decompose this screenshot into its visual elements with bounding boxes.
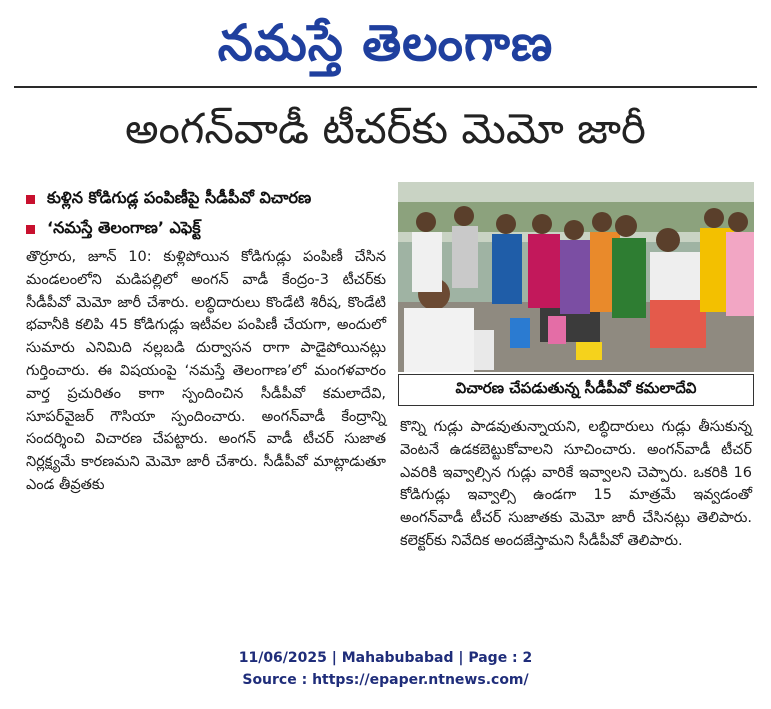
article-headline: అంగన్‌వాడీ టీచర్‌కు మెమో జారీ	[125, 104, 646, 153]
subhead-text: కుళ్లిన కోడిగుడ్ల పంపిణీపై సీడీపీవో విచారణ	[47, 187, 312, 207]
subhead-1	[26, 184, 401, 214]
subhead-text: ‘నమస్తే తెలంగాణ’ ఎఫెక్ట్	[47, 217, 201, 237]
masthead-title: నమస్తే తెలంగాణ	[217, 14, 554, 72]
subhead-2	[26, 214, 401, 244]
red-square-bullet-icon	[26, 195, 35, 204]
source-line: Source : https://epaper.ntnews.com/	[242, 672, 529, 688]
subheads	[26, 184, 401, 244]
masthead-divider	[14, 86, 757, 88]
body-paragraph: కొన్ని గుడ్లు పాడవుతున్నాయని, లబ్ధిదారులు గుడ్లు తీసుకున్న వెంటనే ఉడకబెట్టుకోవాలని సూచించారు. అంగన్‌వాడీ టీచర్ ఎవరికి ఇవ్వాల్సిన గుడ్లు వారికే ఇవ్వాలని చెప్పారు. ఒకరికి 16 కోడిగుడ్లు ఇవ్వాల్సి ఉండగా 15 మాత్రమే ఇవ్వడంతో అంగన్‌వాడీ టీచర్ సుజాతకు మెమో జారీ చేసినట్లు తెలిపారు. కలెక్టర్‌కు నివేదిక అందజేస్తామని సీడీపీవో తెలిపారు.	[400, 419, 752, 549]
masthead	[12, 6, 759, 80]
edition-line: 11/06/2025 | Mahabubabad | Page : 2	[238, 650, 533, 666]
body-paragraph: తొర్రూరు, జూన్ 10: కుళ్లిపోయిన కోడిగుడ్లు పంపిణీ చేసిన మండలంలోని మడిపల్లిలో అంగన్ వాడీ కేంద్రం-3 టీచర్‌కు సీడీపీవో మెమో జారీ చేశారు. లబ్ధిదారులు కొండేటి శిరీష, కొండేటి భవానీకి కలిపి 45 కోడిగుడ్లు ఇటీవల పంపిణీ చేయగా, అందులో సుమారు ఎనిమిది నల్లబడి దుర్వాసన రాగా పాడైపోయినట్లు గుర్తించారు. ఈ విషయంపై ‘నమస్తే తెలంగాణ’లో మంగళవారం వార్త ప్రచురితం కాగా స్పందించిన సీడీపీవో కమలాదేవి, సూపర్‌వైజర్ గౌసియా స్పందించారు. అంగన్‌వాడీ కేంద్రాన్ని సందర్శించి విచారణ చేపట్టారు. అంగన్ వాడీ టీచర్ సుజాత నిర్లక్ష్యమే కారణమని మెమో జారీ చేశారు. సీడీపీవో మాట్లాడుతూ ఎండ తీవ్రతకు	[26, 249, 386, 493]
red-square-bullet-icon	[26, 225, 35, 234]
news-clipping	[12, 6, 759, 632]
article-body-right-column	[400, 416, 752, 553]
article-body-left-column	[26, 246, 386, 497]
photo-caption: విచారణ చేపడుతున్న సీడీపీవో కమలాదేవి	[398, 374, 754, 406]
article-photo	[398, 182, 754, 372]
